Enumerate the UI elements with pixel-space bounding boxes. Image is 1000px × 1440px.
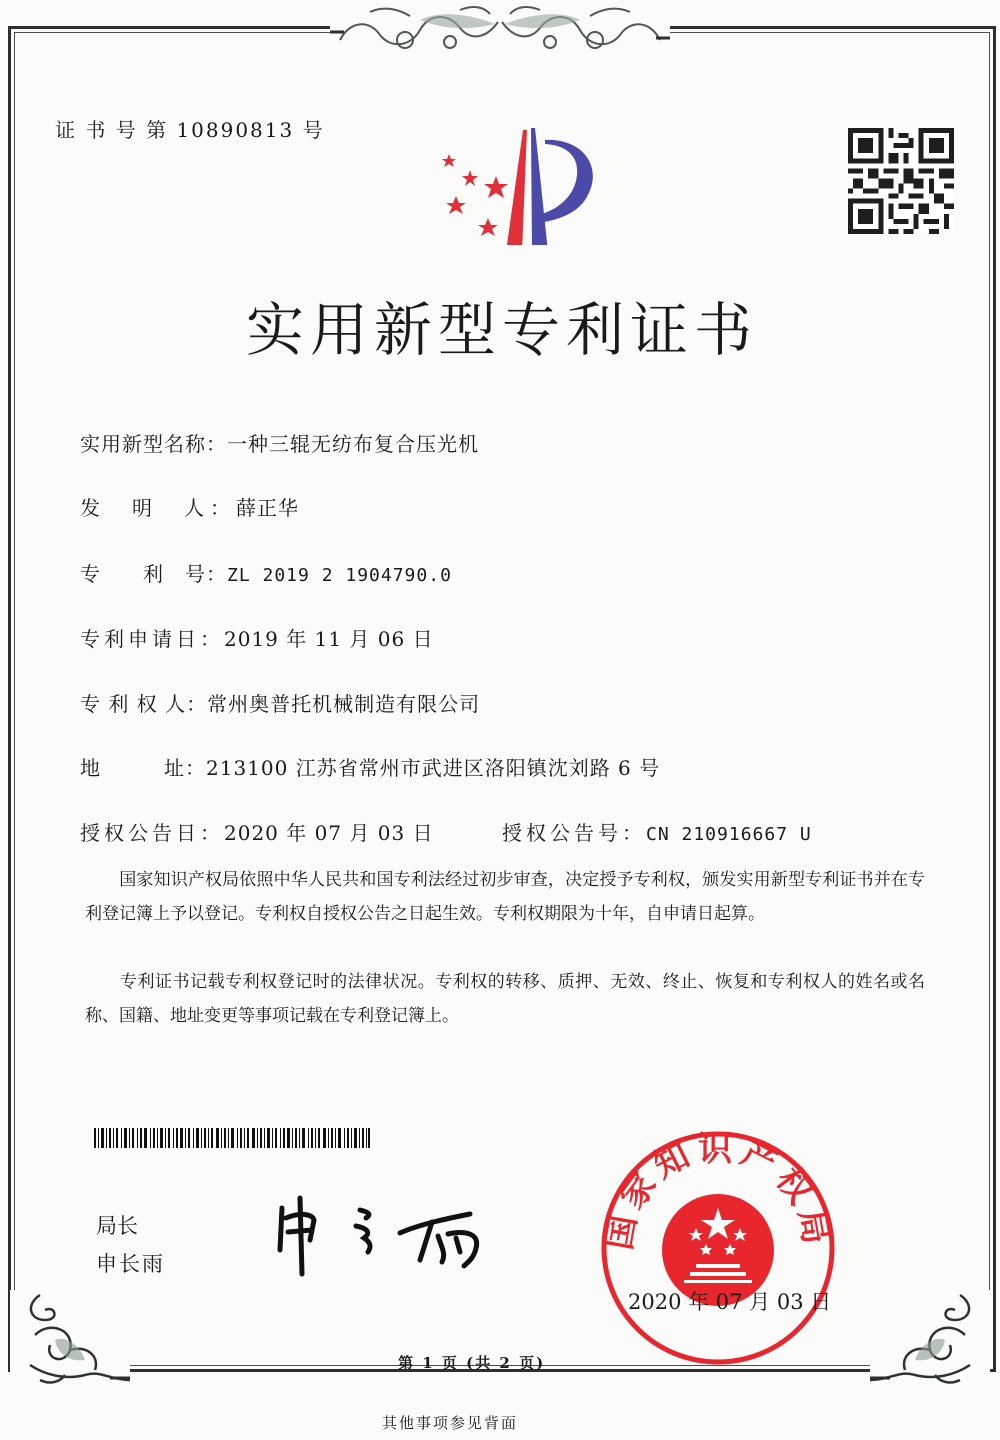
seal-date: 2020 年 07 月 03 日 (628, 1290, 832, 1314)
certificate-number-label: 证 书 号 第 (55, 118, 169, 142)
field-patent-number (80, 558, 452, 587)
field-label: 专利申请日： (80, 627, 224, 651)
field-value: 薛正华 (236, 496, 299, 520)
field-inventor (80, 492, 299, 521)
page-indicator: 第 1 页 (共 2 页) (398, 1354, 546, 1372)
field-label: 发 明 人： (80, 496, 236, 520)
field-label: 专 利 号： (80, 562, 227, 586)
field-value: 2019 年 11 月 06 日 (224, 627, 434, 651)
signatory-title: 局长 (96, 1214, 138, 1238)
bottom-right-ornament-icon (870, 1290, 990, 1400)
field-value: CN 210916667 U (646, 824, 812, 845)
field-value: 213100 江苏省常州市武进区洛阳镇沈刘路 6 号 (206, 756, 661, 780)
body-paragraph-1: 国家知识产权局依照中华人民共和国专利法经过初步审查，决定授予专利权，颁发实用新型专利证书并在专利登记簿上予以登记。专利权自授权公告之日起生效。专利权期限为十年，自申请日起算。 (85, 870, 925, 924)
certificate-number (55, 114, 325, 143)
field-address (80, 752, 660, 781)
handwritten-signature-icon (270, 1188, 510, 1278)
field-label: 地 址： (80, 756, 206, 780)
field-value: 2020 年 07 月 03 日 (224, 821, 434, 845)
field-grant-announcement-date (80, 817, 434, 846)
seal-text: 国家知识产权局 (599, 1129, 837, 1253)
body-paragraph-2: 专利证书记载专利权登记时的法律状况。专利权的转移、质押、无效、终止、恢复和专利权人的姓名或名称、国籍、地址变更等事项记载在专利登记簿上。 (85, 972, 925, 1026)
official-seal-icon (598, 1128, 838, 1368)
field-label: 专 利 权 人： (80, 692, 208, 716)
page-title: 实用新型专利证书 (246, 296, 759, 364)
field-label: 授权公告日： (80, 821, 224, 845)
barcode-icon (94, 1128, 370, 1148)
field-value: 一种三辊无纺布复合压光机 (227, 432, 479, 456)
certificate-number-value: 10890813 (176, 118, 295, 142)
field-value: 常州奥普托机械制造有限公司 (207, 692, 481, 716)
field-value: ZL 2019 2 1904790.0 (227, 565, 452, 586)
cnipa-logo-icon (420, 110, 600, 245)
field-application-date (80, 623, 434, 652)
field-grant-announcement-number (502, 817, 812, 846)
footer-note: 其他事项参见背面 (382, 1414, 519, 1432)
field-patentee (80, 688, 480, 717)
top-ornament-icon (330, 0, 670, 62)
field-label: 授权公告号： (502, 821, 646, 845)
bottom-left-ornament-icon (10, 1290, 130, 1400)
signatory-name: 申长雨 (96, 1252, 165, 1276)
field-label: 实用新型名称： (80, 432, 227, 456)
field-utility-model-name (80, 428, 479, 457)
certificate-number-suffix: 号 (302, 118, 325, 142)
qr-code-icon[interactable] (848, 128, 954, 234)
